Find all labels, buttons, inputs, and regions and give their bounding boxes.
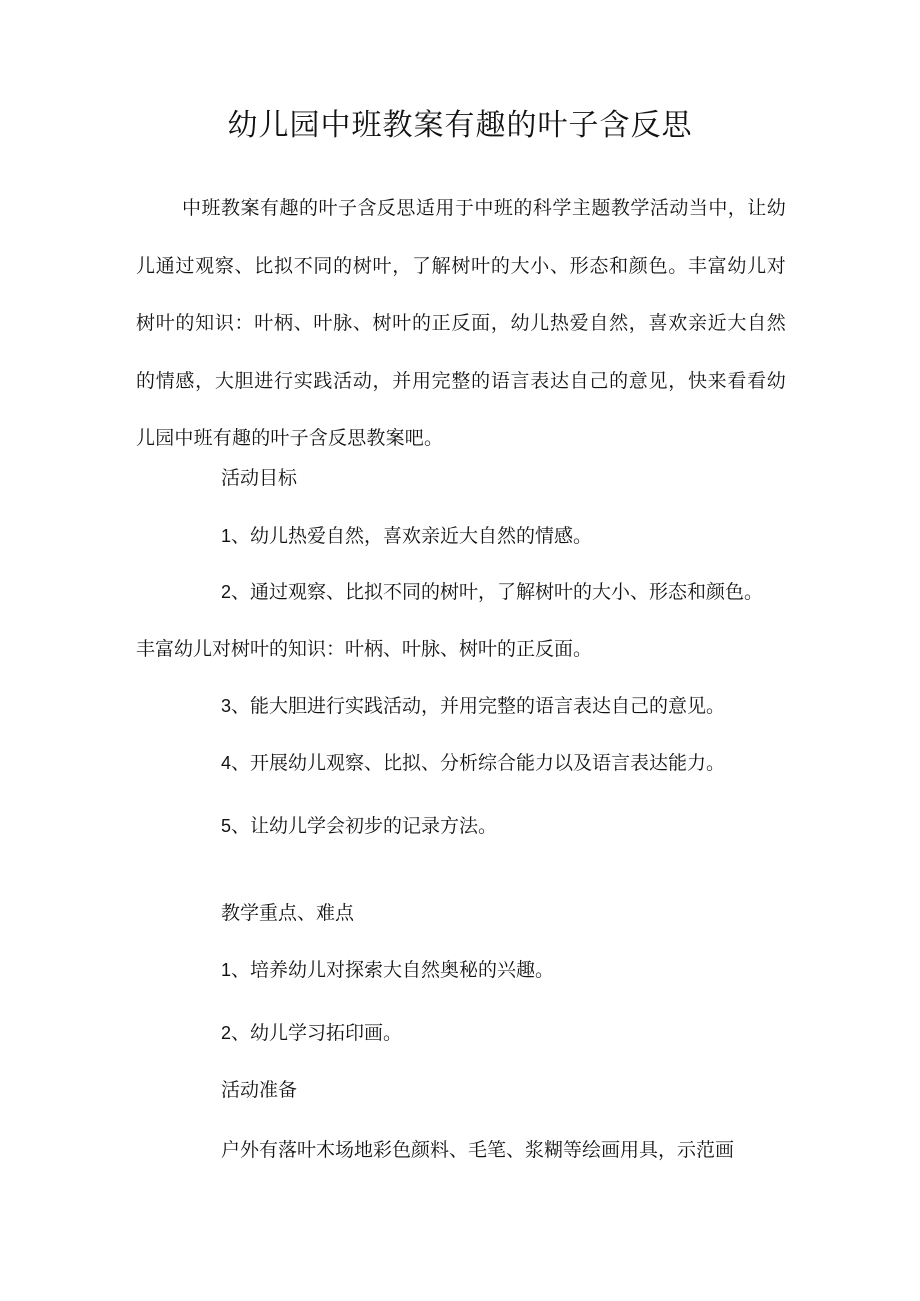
key-point-text: 、幼儿学习拓印画。 xyxy=(231,1022,403,1044)
goal-item-2-continuation: 丰富幼儿对树叶的知识：叶柄、叶脉、树叶的正反面。 xyxy=(136,638,593,660)
goals-heading: 活动目标 xyxy=(221,467,298,489)
goal-item-4 xyxy=(221,748,725,778)
goal-text: 、能大胆进行实践活动，并用完整的语言表达自己的意见。 xyxy=(231,695,726,717)
key-point-2 xyxy=(221,1018,402,1048)
intro-paragraph: 中班教案有趣的叶子含反思适用于中班的科学主题教学活动当中，让幼儿通过观察、比拟不同的树叶，了解树叶的大小、形态和颜色。丰富幼儿对树叶的知识：叶柄、叶脉、树叶的正反面，幼儿热爱自然，喜欢亲近大自然的情感，大胆进行实践活动，并用完整的语言表达自己的意见，快来看看幼儿园中班有趣的叶子含反思教案吧。 xyxy=(136,197,786,449)
goal-text: 、幼儿热爱自然，喜欢亲近大自然的情感。 xyxy=(231,525,593,547)
key-point-1 xyxy=(221,955,554,985)
key-point-number: 1 xyxy=(221,960,232,980)
goal-item-3 xyxy=(221,691,725,721)
key-points-heading: 教学重点、难点 xyxy=(221,902,355,924)
document-title: 幼儿园中班教案有趣的叶子含反思 xyxy=(227,108,693,143)
goal-text: 、开展幼儿观察、比拟、分析综合能力以及语言表达能力。 xyxy=(231,752,726,774)
preparation-heading: 活动准备 xyxy=(221,1079,298,1101)
preparation-text: 户外有落叶木场地彩色颜料、毛笔、浆糊等绘画用具，示范画 xyxy=(221,1139,735,1161)
goal-number: 5 xyxy=(221,816,232,836)
key-point-text: 、培养幼儿对探索大自然奥秘的兴趣。 xyxy=(231,959,555,981)
goal-item-1 xyxy=(221,521,592,551)
goal-text: 、通过观察、比拟不同的树叶，了解树叶的大小、形态和颜色。 xyxy=(231,581,764,603)
goal-number: 3 xyxy=(221,696,232,716)
goal-number: 1 xyxy=(221,526,232,546)
goal-text: 、让幼儿学会初步的记录方法。 xyxy=(231,815,498,837)
goal-number: 4 xyxy=(221,753,232,773)
goal-item-2 xyxy=(221,577,763,607)
key-point-number: 2 xyxy=(221,1023,232,1043)
goal-item-5 xyxy=(221,811,497,841)
goal-number: 2 xyxy=(221,582,232,602)
